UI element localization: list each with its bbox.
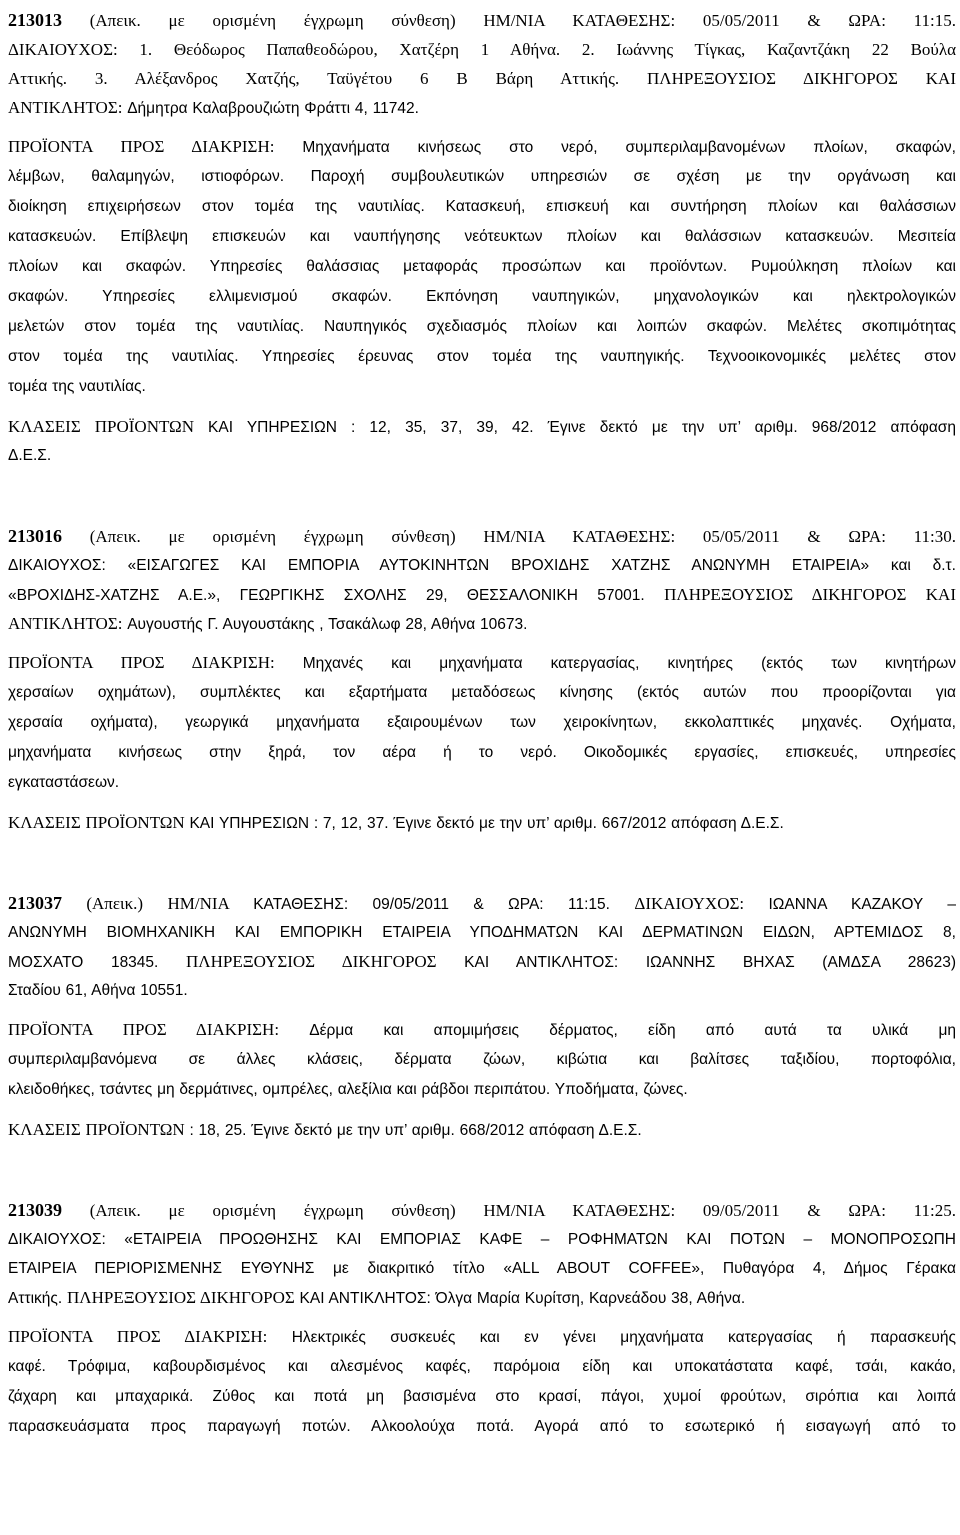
text-segment: Αττικής. 3. Αλέξανδρος Χατζής, Ταϋγέτου 6 Β Βάρη Αττικής. ΠΛΗΡΕΞΟΥΣΙΟΣ ΔΙΚΗΓΟΡΟΣ ΚΑΙ: [8, 69, 956, 88]
class-line: [8, 412, 956, 441]
text-segment: τομέα της ναυτιλίας.: [8, 378, 146, 395]
text-segment: ΑΝΤΙΚΛΗΤΟΣ:: [8, 98, 128, 117]
products-line: [8, 1075, 956, 1105]
header-line: [8, 6, 956, 35]
products-line: [8, 1382, 956, 1412]
products-description: [8, 1322, 956, 1442]
text-segment: στον τομέα της ναυτιλίας. Υπηρεσίες έρευνας στον τομέα της ναυπηγικής. Τεχνοοικονομικές μελέτες στον: [8, 348, 956, 365]
text-segment: ΚΑΙ ΥΠΗΡΕΣΙΩΝ : 7, 12, 37. Έγινε δεκτό με την υπ’ αριθμ. 667/2012 απόφαση Δ.Ε.Σ.: [189, 815, 784, 832]
entry-header: [8, 889, 956, 1005]
text-segment: χερσαία οχήματα), γεωργικά μηχανήματα εξαιρουμένων των χειροκίνητων, εκκολαπτικές μηχανές. Οχήματα,: [8, 714, 956, 731]
products-description: [8, 1015, 956, 1105]
text-segment: ΔΙΚΑΙΟΥΧΟΣ: «ΕΤΑΙΡΕΙΑ ΠΡΟΩΘΗΣΗΣ ΚΑΙ ΕΜΠΟΡΙΑΣ ΚΑΦΕ – ΡΟΦΗΜΑΤΩΝ ΚΑΙ ΠΟΤΩΝ – ΜΟΝΟΠΡΟΣΩΠΗ: [8, 1231, 956, 1248]
products-line: [8, 678, 956, 708]
text-segment: (Απεικ.) ΗΜ/ΝΙΑ: [62, 894, 254, 913]
text-segment: Δέρμα και απομιμήσεις δέρματος, είδη από αυτά τα υλικά μη: [309, 1022, 956, 1039]
header-line: [8, 1283, 956, 1312]
text-segment: σκαφών. Υπηρεσίες ελλιμενισμού σκαφών. Εκπόνηση ναυπηγικών, μηχανολογικών και ηλεκτρολογικών: [8, 288, 956, 305]
text-segment: ΠΡΟΪΟΝΤΑ ΠΡΟΣ ΔΙΑΚΡΙΣΗ:: [8, 1020, 310, 1039]
header-line: [8, 918, 956, 947]
text-segment: ΕΤΑΙΡΕΙΑ ΠΕΡΙΟΡΙΣΜΕΝΗΣ ΕΥΘΥΝΗΣ με διακριτικό τίτλο «ALL ABOUT COFFEE», Πυθαγόρα 4, Δήμος Γέρακα: [8, 1260, 956, 1277]
products-line: [8, 1412, 956, 1442]
header-line: [8, 976, 956, 1005]
products-line: [8, 768, 956, 798]
class-line: [8, 808, 956, 837]
text-segment: ΠΡΟΪΟΝΤΑ ΠΡΟΣ ΔΙΑΚΡΙΣΗ:: [8, 653, 303, 672]
products-line: [8, 372, 956, 402]
text-segment: ΔΙΚΑΙΟΥΧΟΣ:: [634, 894, 769, 913]
trademark-entry: [8, 6, 956, 470]
entry-header: [8, 6, 956, 122]
text-segment: ΙΩΑΝΝΑ ΚΑΖΑΚΟΥ –: [768, 896, 956, 913]
text-segment: χερσαίων οχημάτων), συμπλέκτες και εξαρτήματα μεταδόσεως κίνησης (εκτός αυτών που προορίζονται για: [8, 684, 956, 701]
text-segment: (Απεικ. με ορισμένη έγχρωμη σύνθεση) ΗΜ/ΝΙΑ ΚΑΤΑΘΕΣΗΣ: 09/05/2011 & ΩΡΑ: 11:25.: [62, 1201, 956, 1220]
products-description: [8, 648, 956, 798]
filing-number: 213013: [8, 10, 62, 30]
text-segment: ΠΛΗΡΕΞΟΥΣΙΟΣ ΔΙΚΗΓΟΡΟΣ: [185, 952, 465, 971]
text-segment: Ηλεκτρικές συσκευές και εν γένει μηχανήματα κατεργασίας ή παρασκευής: [291, 1329, 956, 1346]
text-segment: μηχανήματα κινήσεως στην ξηρά, τον αέρα ή το νερό. Οικοδομικές εργασίες, επισκευές, υπηρεσίες: [8, 744, 956, 761]
text-segment: Αυγουστής Γ. Αυγουστάκης , Τσακάλωφ 28, Αθήνα 10673.: [127, 616, 528, 633]
products-line: [8, 312, 956, 342]
entry-header: [8, 1196, 956, 1312]
text-segment: Μηχανήματα κινήσεως στο νερό, συμπεριλαμβανομένων πλοίων, σκαφών,: [302, 139, 956, 156]
text-segment: διοίκηση επιχειρήσεων στον τομέα της ναυτιλίας. Κατασκευή, επισκευή και συντήρηση πλοίων και θαλάσσιων: [8, 198, 956, 215]
products-line: [8, 222, 956, 252]
classes-line: [8, 412, 956, 470]
text-segment: ΚΛΑΣΕΙΣ ΠΡΟΪΟΝΤΩΝ: [8, 1120, 190, 1139]
products-line: [8, 252, 956, 282]
products-line: [8, 738, 956, 768]
class-line: [8, 1115, 956, 1144]
products-line: [8, 342, 956, 372]
header-line: [8, 64, 956, 93]
header-line: [8, 947, 956, 976]
classes-line: [8, 1115, 956, 1144]
products-line: [8, 1045, 956, 1075]
classes-line: [8, 808, 956, 837]
products-line: [8, 1015, 956, 1045]
text-segment: ΚΑΤΑΘΕΣΗΣ: 09/05/2011 & ΩΡΑ: 11:15.: [253, 896, 635, 913]
text-segment: κατασκευών. Επίβλεψη επισκευών και ναυπήγησης νεότευκτων πλοίων και θαλάσσιων κατασκευών. Μεσιτεία: [8, 228, 956, 245]
text-segment: ΠΡΟΪΟΝΤΑ ΠΡΟΣ ΔΙΑΚΡΙΣΗ:: [8, 1327, 292, 1346]
header-line: [8, 1225, 956, 1254]
header-line: [8, 1254, 956, 1283]
text-segment: ΠΛΗΡΕΞΟΥΣΙΟΣ ΔΙΚΗΓΟΡΟΣ: [66, 1288, 300, 1307]
text-segment: ΔΙΚΑΙΟΥΧΟΣ: 1. Θεόδωρος Παπαθεοδώρου, Χατζέρη 1 Αθήνα. 2. Ιωάννης Τίγκας, Καζαντζάκη 22 Βούλα: [8, 40, 956, 59]
text-segment: ΜΟΣΧΑΤΟ 18345.: [8, 954, 186, 971]
class-line: [8, 441, 956, 470]
text-segment: (Απεικ. με ορισμένη έγχρωμη σύνθεση) ΗΜ/ΝΙΑ ΚΑΤΑΘΕΣΗΣ: 05/05/2011 & ΩΡΑ: 11:30.: [62, 527, 956, 546]
trademark-entry: [8, 522, 956, 837]
header-line: [8, 35, 956, 64]
trademark-entry: [8, 1196, 956, 1442]
text-segment: Αττικής.: [8, 1290, 67, 1307]
products-line: [8, 192, 956, 222]
products-line: [8, 1322, 956, 1352]
text-segment: Δήμητρα Καλαβρουζιώτη Φράττι 4, 11742.: [127, 100, 419, 117]
header-line: [8, 580, 956, 609]
text-segment: κλειδοθήκες, τσάντες μη δερμάτινες, ομπρέλες, αλεξίλια και ράβδοι περιπάτου. Υποδήματα, ζώνες.: [8, 1081, 688, 1098]
text-segment: καφέ. Τρόφιμα, καβουρδισμένος και αλεσμένος καφές, παρόμοια είδη και υποκατάστατα καφέ, τσάι, κακάο,: [8, 1358, 956, 1375]
text-segment: (Απεικ. με ορισμένη έγχρωμη σύνθεση) ΗΜ/ΝΙΑ ΚΑΤΑΘΕΣΗΣ: 05/05/2011 & ΩΡΑ: 11:15.: [62, 11, 956, 30]
filing-number: 213039: [8, 1200, 62, 1220]
header-line: [8, 93, 956, 122]
text-segment: Σταδίου 61, Αθήνα 10551.: [8, 982, 188, 999]
header-line: [8, 551, 956, 580]
text-segment: παρασκευάσματα προς παραγωγή ποτών. Αλκοολούχα ποτά. Αγορά από το εσωτερικό ή εισαγωγή από το: [8, 1418, 956, 1435]
text-segment: λέμβων, θαλαμηγών, ιστιοφόρων. Παροχή συμβουλευτικών υπηρεσιών σε σχέση με την οργάνωση και: [8, 168, 956, 185]
text-segment: μελετών στον τομέα της ναυτιλίας. Ναυπηγικός σχεδιασμός πλοίων και λοιπών σκαφών. Μελέτες σκοπιμότητας: [8, 318, 956, 335]
trademark-entry: [8, 889, 956, 1144]
text-segment: ΔΙΚΑΙΟΥΧΟΣ: «ΕΙΣΑΓΩΓΕΣ ΚΑΙ ΕΜΠΟΡΙΑ ΑΥΤΟΚΙΝΗΤΩΝ ΒΡΟΧΙΔΗΣ ΧΑΤΖΗΣ ΑΝΩΝΥΜΗ ΕΤΑΙΡΕΙΑ» και δ.τ.: [8, 557, 956, 574]
header-line: [8, 522, 956, 551]
text-segment: εγκαταστάσεων.: [8, 774, 120, 791]
text-segment: : 18, 25. Έγινε δεκτό με την υπ’ αριθμ. 668/2012 απόφαση Δ.Ε.Σ.: [189, 1122, 642, 1139]
text-segment: Μηχανές και μηχανήματα κατεργασίας, κινητήρες (εκτός των κινητήρων: [302, 655, 956, 672]
products-line: [8, 282, 956, 312]
filing-number: 213037: [8, 893, 62, 913]
text-segment: πλοίων και σκαφών. Υπηρεσίες θαλάσσιας μεταφοράς προσώπων και προϊόντων. Ρυμούλκηση πλοίων και: [8, 258, 956, 275]
text-segment: ΑΝΤΙΚΛΗΤΟΣ:: [8, 614, 128, 633]
products-line: [8, 1352, 956, 1382]
text-segment: ΚΛΑΣΕΙΣ ΠΡΟΪΟΝΤΩΝ: [8, 813, 190, 832]
text-segment: ΑΝΩΝΥΜΗ ΒΙΟΜΗΧΑΝΙΚΗ ΚΑΙ ΕΜΠΟΡΙΚΗ ΕΤΑΙΡΕΙΑ ΥΠΟΔΗΜΑΤΩΝ ΚΑΙ ΔΕΡΜΑΤΙΝΩΝ ΕΙΔΩΝ, ΑΡΤΕΜΙΔΟΣ 8,: [8, 924, 956, 941]
text-segment: «ΒΡΟΧΙΔΗΣ-ΧΑΤΖΗΣ Α.Ε.», ΓΕΩΡΓΙΚΗΣ ΣΧΟΛΗΣ 29, ΘΕΣΣΑΛΟΝΙΚΗ 57001.: [8, 587, 665, 604]
products-line: [8, 648, 956, 678]
text-segment: ΚΛΑΣΕΙΣ ΠΡΟΪΟΝΤΩΝ: [8, 417, 209, 436]
text-segment: Δ.Ε.Σ.: [8, 447, 52, 464]
text-segment: συμπεριλαμβανόμενα σε άλλες κλάσεις, δέρματα ζώων, κιβώτια και βαλίτσες ταξιδίου, πορτοφόλια,: [8, 1051, 956, 1068]
entry-header: [8, 522, 956, 638]
text-segment: ζάχαρη και μπαχαρικά. Ζύθος και ποτά μη βασισμένα στο κρασί, πάγοι, χυμοί φρούτων, σιρόπια και λοιπά: [8, 1388, 956, 1405]
text-segment: ΚΑΙ ΥΠΗΡΕΣΙΩΝ : 12, 35, 37, 39, 42. Έγινε δεκτό με την υπ’ αριθμ. 968/2012 απόφαση: [208, 419, 956, 436]
text-segment: ΚΑΙ ΑΝΤΙΚΛΗΤΟΣ: ΙΩΑΝΝΗΣ ΒΗΧΑΣ (ΑΜΔΣΑ 28623): [464, 954, 956, 971]
products-description: [8, 132, 956, 402]
document-page: [8, 0, 956, 1442]
text-segment: ΚΑΙ ΑΝΤΙΚΛΗΤΟΣ: Όλγα Μαρία Κυρίτση, Καρνεάδου 38, Αθήνα.: [299, 1290, 746, 1307]
header-line: [8, 889, 956, 918]
filing-number: 213016: [8, 526, 62, 546]
header-line: [8, 1196, 956, 1225]
products-line: [8, 132, 956, 162]
products-line: [8, 708, 956, 738]
products-line: [8, 162, 956, 192]
text-segment: ΠΡΟΪΟΝΤΑ ΠΡΟΣ ΔΙΑΚΡΙΣΗ:: [8, 137, 303, 156]
header-line: [8, 609, 956, 638]
text-segment: ΠΛΗΡΕΞΟΥΣΙΟΣ ΔΙΚΗΓΟΡΟΣ ΚΑΙ: [664, 585, 956, 604]
